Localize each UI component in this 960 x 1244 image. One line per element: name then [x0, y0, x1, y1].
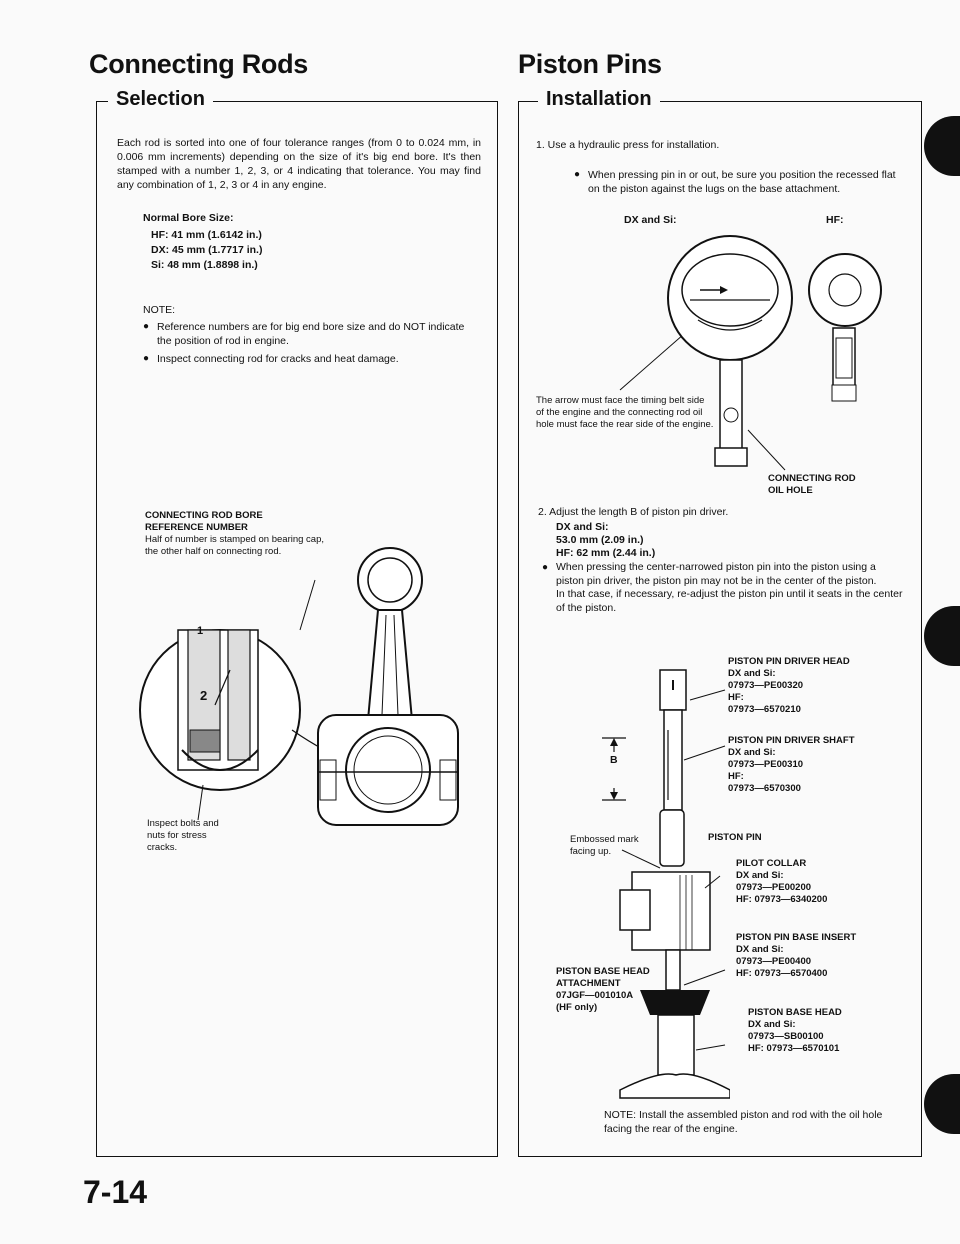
bore-size-dx: DX: 45 mm (1.7717 in.) — [151, 244, 263, 256]
step-2-hf-val: HF: 62 mm (2.44 in.) — [556, 547, 656, 559]
step-2-bullet-cont: In that case, if necessary, re-adjust the piston pin until it seats in the center of the piston. — [556, 588, 903, 614]
step-2-bullet: ● When pressing the center-narrowed piston pin into the piston using a piston pin driver, the piston pin may not be in the center of the piston. — [556, 561, 906, 588]
driver-shaft-title: PISTON PIN DRIVER SHAFT — [728, 735, 855, 746]
piston-pin-label: PISTON PIN — [708, 832, 762, 843]
driver-head-hf-label: HF: — [728, 692, 744, 703]
base-head-hf-part: HF: 07973—6570101 — [748, 1043, 840, 1054]
step-1-bullet: ● When pressing pin in or out, be sure you position the recessed flat on the piston against the lugs on the base attachment. — [588, 168, 906, 196]
intro-paragraph: Each rod is sorted into one of four tolerance ranges (from 0 to 0.024 mm, in 0.006 mm increments) depending on the size of it's big end bore. It's then stamped with a number 1, 2, 3, or 4 indicating that tolerance. You may find any combination of 1, 2, 3 or 4 in any engine. — [117, 137, 481, 191]
selection-subtitle: Selection — [108, 88, 213, 111]
binder-tab — [924, 1074, 960, 1134]
driver-shaft-hf-label: HF: — [728, 771, 744, 782]
base-insert-title: PISTON PIN BASE INSERT — [736, 932, 857, 943]
base-head-dx-part: 07973—SB00100 — [748, 1031, 824, 1042]
driver-head-callout — [728, 656, 850, 716]
driver-shaft-hf-part: 07973—6570300 — [728, 783, 801, 794]
pilot-collar-hf-part: HF: 07973—6340200 — [736, 894, 828, 905]
step-2-dx-val: 53.0 mm (2.09 in.) — [556, 534, 644, 546]
piston-pin-tool-stack — [560, 650, 730, 1140]
base-insert-callout — [736, 932, 856, 980]
bore-ref-title-1: CONNECTING ROD BORE — [145, 510, 263, 521]
note-label: NOTE: — [143, 304, 176, 316]
binder-tab — [924, 606, 960, 666]
note-item: ● Inspect connecting rod for cracks and heat damage. — [157, 352, 477, 366]
inspect-callout: Inspect bolts and nuts for stress cracks. — [147, 818, 219, 853]
hf-label: HF: — [826, 214, 844, 226]
embossed-callout: Embossed mark facing up. — [570, 834, 639, 857]
step-2-bullet-wrap — [556, 561, 906, 615]
driver-head-dx-part: 07973—PE00320 — [728, 680, 804, 691]
piston-pins-title: Piston Pins — [518, 49, 662, 79]
bore-size-hf: HF: 41 mm (1.6142 in.) — [151, 229, 262, 241]
base-head-title: PISTON BASE HEAD — [748, 1007, 842, 1018]
pilot-collar-title: PILOT COLLAR — [736, 858, 807, 869]
driver-shaft-dx-label: DX and Si: — [728, 747, 776, 758]
base-attachment-note: (HF only) — [556, 1002, 598, 1013]
note-item: ● Reference numbers are for big end bore size and do NOT indicate the position of rod in engine. — [157, 320, 477, 348]
bore-size-list — [151, 228, 262, 273]
notes-list — [157, 320, 477, 366]
step-2-dx: DX and Si: — [556, 521, 609, 533]
digit-2: 2 — [200, 688, 208, 703]
driver-head-hf-part: 07973—6570210 — [728, 704, 801, 715]
driver-shaft-callout — [728, 735, 855, 795]
pilot-collar-dx-part: 07973—PE00200 — [736, 882, 812, 893]
installation-subtitle: Installation — [538, 88, 660, 111]
step-2-specs — [556, 521, 655, 560]
dx-si-label: DX and Si: — [624, 214, 677, 226]
base-head-dx-label: DX and Si: — [748, 1019, 796, 1030]
base-insert-dx-part: 07973—PE00400 — [736, 956, 812, 967]
bore-size-si: Si: 48 mm (1.8898 in.) — [151, 259, 258, 271]
step-1: 1. Use a hydraulic press for installation. — [536, 139, 720, 151]
base-attachment-title-2: ATTACHMENT — [556, 978, 621, 989]
digit-1: 1 — [197, 625, 204, 637]
oil-hole-label-1: CONNECTING ROD — [768, 473, 856, 484]
base-head-callout — [748, 1007, 842, 1055]
connecting-rod-diagram — [120, 520, 490, 840]
bore-ref-body: Half of number is stamped on bearing cap, the other half on connecting rod. — [145, 534, 325, 557]
arrow-callout: The arrow must face the timing belt side of the engine and the connecting rod oil hole must face the rear side of the engine. — [536, 395, 714, 430]
pilot-collar-dx-label: DX and Si: — [736, 870, 784, 881]
base-insert-hf-part: HF: 07973—6570400 — [736, 968, 828, 979]
base-attachment-title: PISTON BASE HEAD — [556, 966, 650, 977]
b-label: B — [610, 754, 618, 766]
driver-head-title: PISTON PIN DRIVER HEAD — [728, 656, 850, 667]
driver-shaft-dx-part: 07973—PE00310 — [728, 759, 804, 770]
step-1-bullet-wrap — [588, 168, 906, 196]
connecting-rods-title: Connecting Rods — [89, 49, 308, 79]
bore-ref-title-2: REFERENCE NUMBER — [145, 522, 248, 533]
piston-rod-diagram — [530, 230, 900, 480]
bore-size-heading: Normal Bore Size: — [143, 212, 234, 224]
driver-head-dx-label: DX and Si: — [728, 668, 776, 679]
oil-hole-label-2: OIL HOLE — [768, 485, 813, 496]
base-insert-dx-label: DX and Si: — [736, 944, 784, 955]
binder-tab — [924, 116, 960, 176]
base-attachment-callout — [556, 966, 650, 1014]
step-2: 2. Adjust the length B of piston pin driver. — [538, 506, 729, 518]
page-number: 7-14 — [83, 1174, 148, 1210]
pilot-collar-callout — [736, 858, 827, 906]
final-note: NOTE: Install the assembled piston and rod with the oil hole facing the rear of the engine. — [604, 1109, 883, 1135]
base-attachment-part: 07JGF—001010A — [556, 990, 634, 1001]
